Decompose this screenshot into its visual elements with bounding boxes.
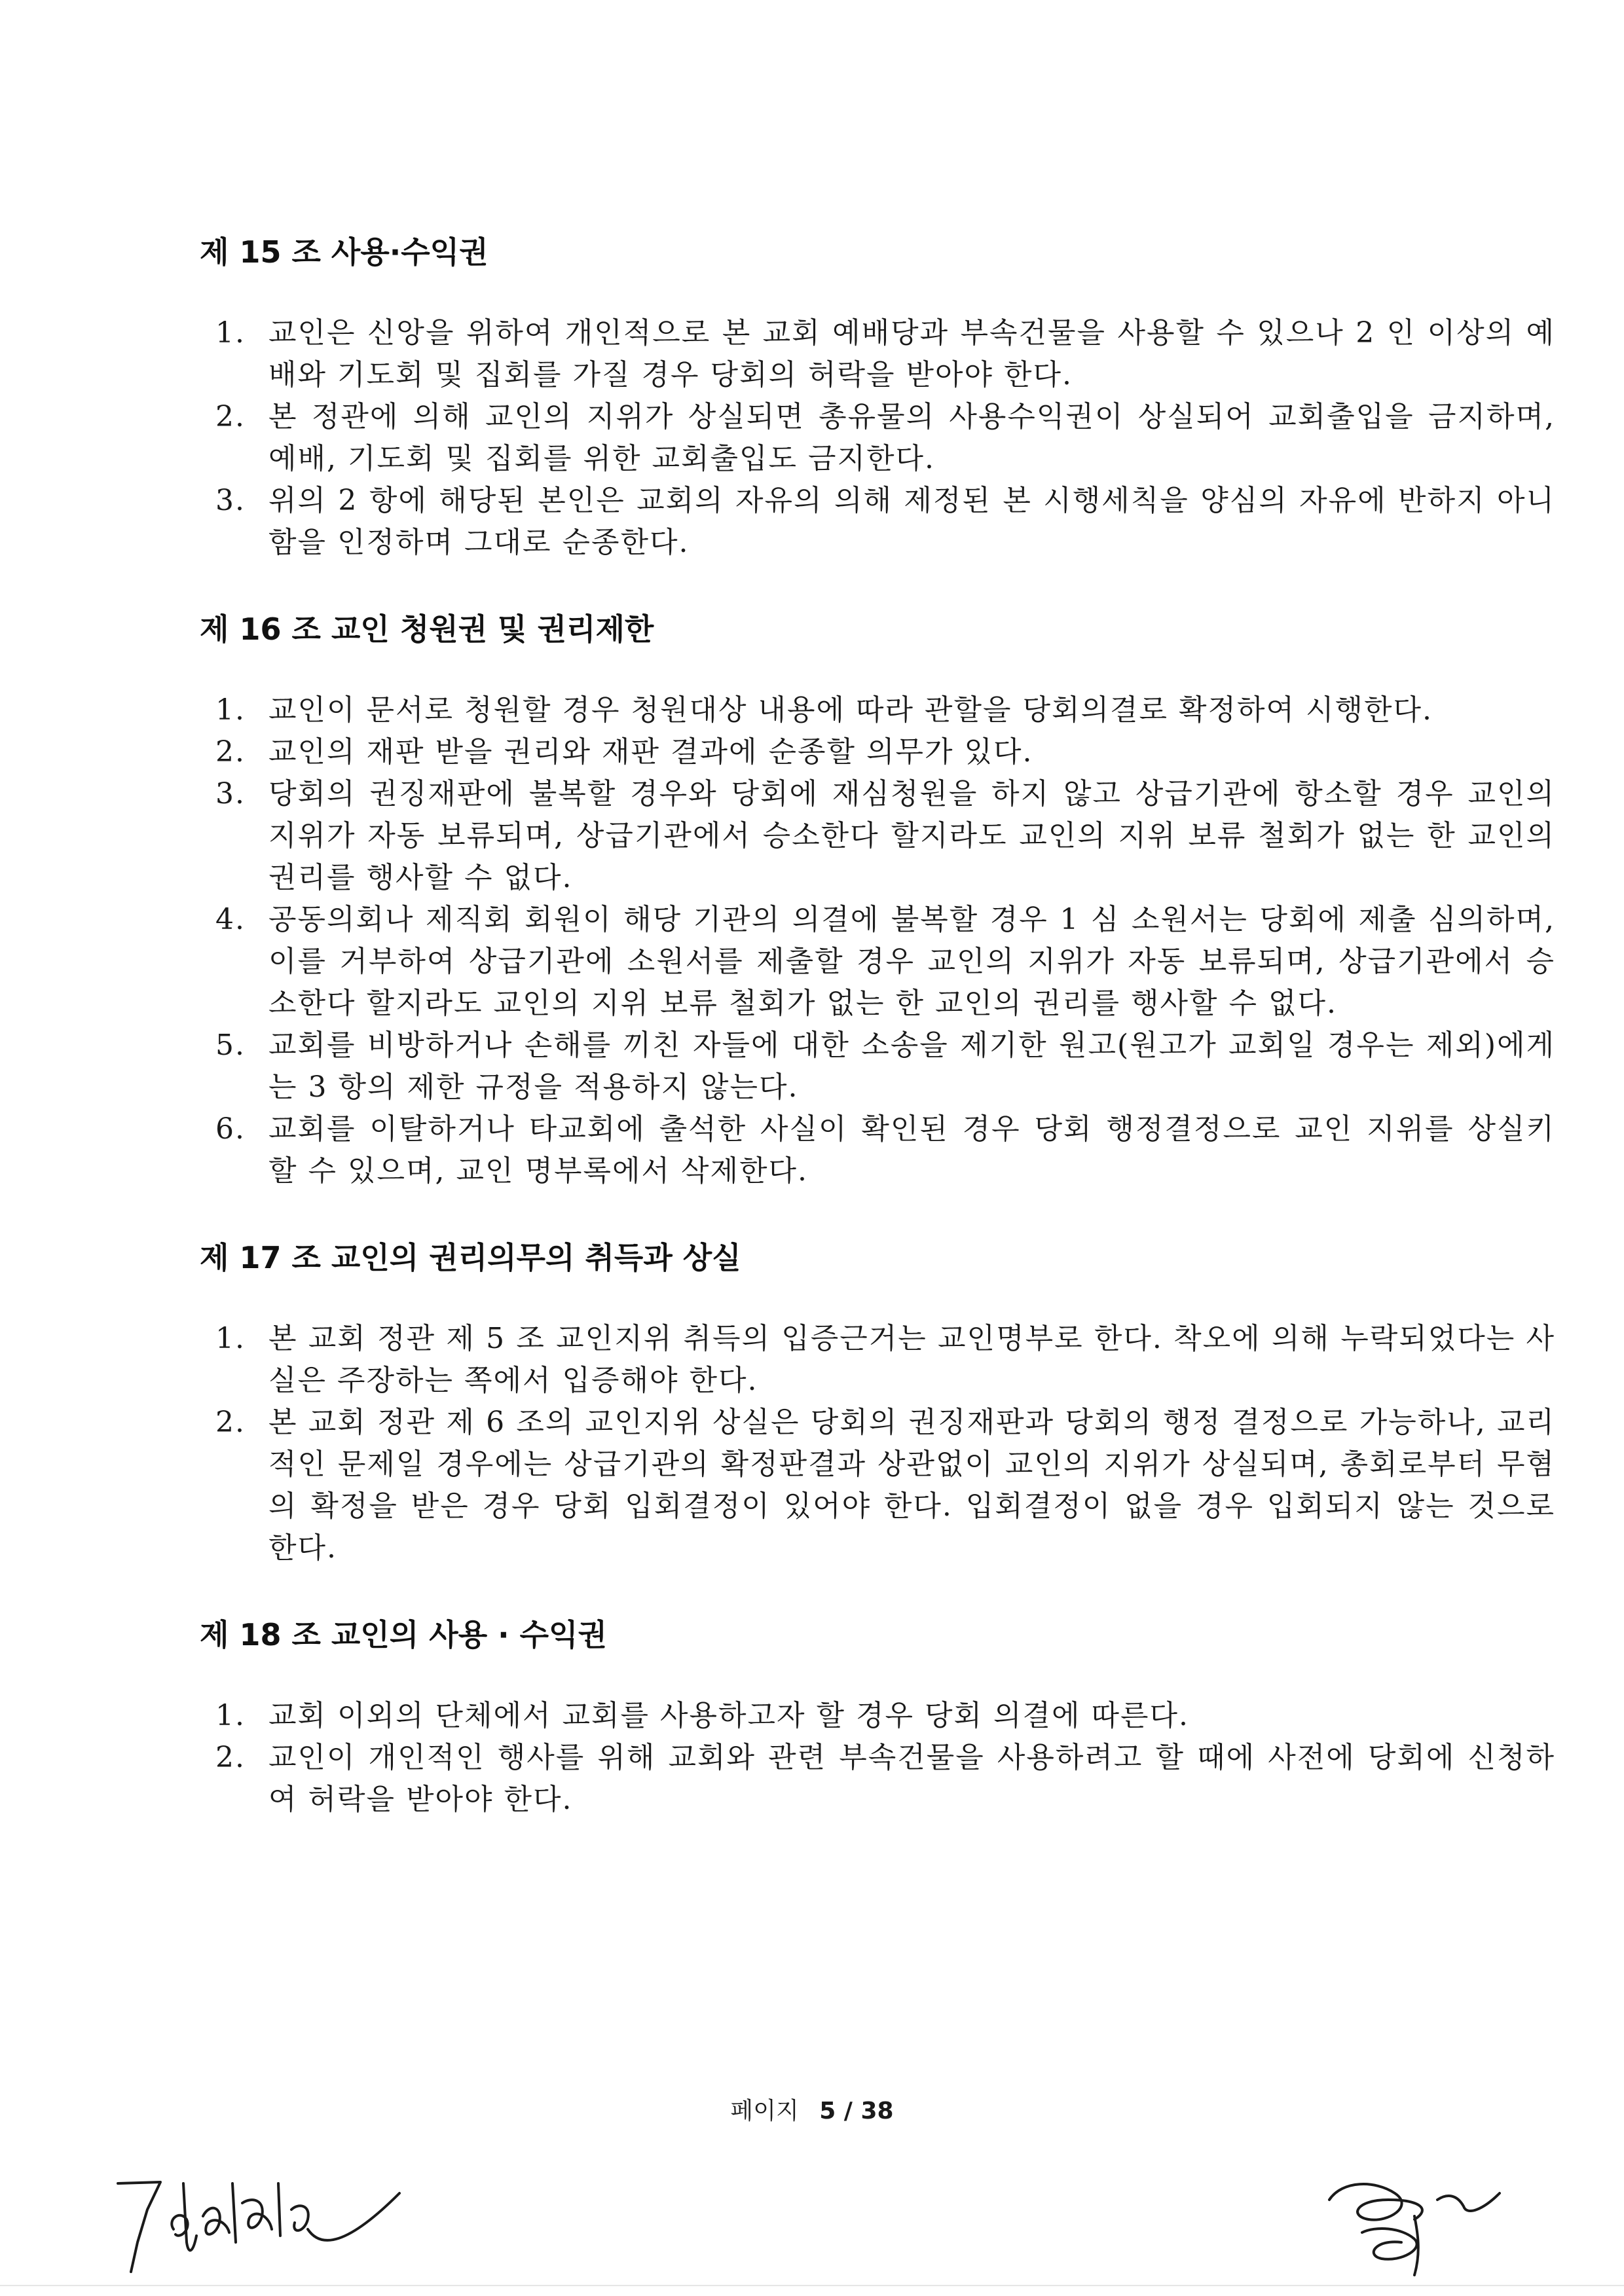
item-text: 교인의 재판 받을 권리와 재판 결과에 순종할 의무가 있다. <box>268 735 1033 769</box>
signature-drawing-right <box>1316 2154 1513 2278</box>
handwritten-signature-right <box>1316 2154 1513 2278</box>
item-text: 당회의 권징재판에 불복할 경우와 당회에 재심청원을 하지 않고 상급기관에 항소할 경우 교인의 지위가 자동 보류되며, 상급기관에서 승소한다 할지라도 교인의 지위 보류 철회가 없는 한 교인의 권리를 행사할 수 없다. <box>268 777 1555 894</box>
item-text: 교인은 신앙을 위하여 개인적으로 본 교회 예배당과 부속건물을 사용할 수 있으나 2 인 이상의 예배와 기도회 및 집회를 가질 경우 당회의 허락을 받아야 한다. <box>268 316 1555 392</box>
signature-drawing-left <box>111 2157 406 2282</box>
article-18 <box>200 1615 1555 1821</box>
item-number: 5. <box>215 1029 246 1062</box>
item-text: 교인이 문서로 청원할 경우 청원대상 내용에 따라 관할을 당회의결로 확정하여 시행한다. <box>268 693 1433 727</box>
article-15 <box>200 232 1555 564</box>
list-item <box>200 1025 1555 1108</box>
scan-edge-line <box>0 2285 1624 2286</box>
item-number: 2. <box>215 1741 246 1774</box>
article-16 <box>200 610 1555 1192</box>
article-heading: 제 17 조 교인의 권리의무의 취득과 상실 <box>200 1240 741 1275</box>
item-number: 4. <box>215 903 246 936</box>
item-list <box>200 1318 1555 1569</box>
article-heading: 제 18 조 교인의 사용 · 수익권 <box>200 1617 607 1652</box>
list-item <box>200 396 1555 480</box>
item-text: 교인이 개인적인 행사를 위해 교회와 관련 부속건물을 사용하려고 할 때에 사전에 당회에 신청하여 허락을 받아야 한다. <box>268 1741 1555 1816</box>
page-footer <box>0 2095 1624 2128</box>
item-text: 본 정관에 의해 교인의 지위가 상실되면 총유물의 사용수익권이 상실되어 교회출입을 금지하며, 예배, 기도회 및 집회를 위한 교회출입도 금지한다. <box>268 400 1555 475</box>
item-number: 6. <box>215 1112 246 1146</box>
list-item <box>200 1318 1555 1402</box>
item-number: 1. <box>215 693 246 727</box>
item-text: 교회를 이탈하거나 타교회에 출석한 사실이 확인된 경우 당회 행정결정으로 교인 지위를 상실키 할 수 있으며, 교인 명부록에서 삭제한다. <box>268 1112 1555 1188</box>
page-label: 페이지 <box>730 2098 799 2124</box>
list-item <box>200 899 1555 1025</box>
article-17 <box>200 1238 1555 1569</box>
item-list <box>200 1695 1555 1821</box>
document-body <box>200 232 1555 1867</box>
list-item <box>200 480 1555 564</box>
item-text: 위의 2 항에 해당된 본인은 교회의 자유의 의해 제정된 본 시행세칙을 양심의 자유에 반하지 아니함을 인정하며 그대로 순종한다. <box>268 484 1555 559</box>
list-item <box>200 731 1555 773</box>
list-item <box>200 312 1555 396</box>
item-list <box>200 312 1555 564</box>
page-number: 5 / 38 <box>819 2098 894 2124</box>
item-text: 교회 이외의 단체에서 교회를 사용하고자 할 경우 당회 의결에 따른다. <box>268 1699 1189 1732</box>
item-number: 2. <box>215 1406 246 1439</box>
item-number: 1. <box>215 316 246 350</box>
handwritten-signature-left <box>111 2157 406 2282</box>
item-number: 2. <box>215 735 246 769</box>
list-item <box>200 773 1555 899</box>
list-item <box>200 1695 1555 1737</box>
article-heading: 제 16 조 교인 청원권 및 권리제한 <box>200 611 654 647</box>
item-text: 본 교회 정관 제 6 조의 교인지위 상실은 당회의 권징재판과 당회의 행정 결정으로 가능하나, 교리적인 문제일 경우에는 상급기관의 확정판결과 상관없이 교인의 지위가 상실되며, 총회로부터 무혐의 확정을 받은 경우 당회 입회결정이 있어야 한다. 입회결정이 없을 경우 입회되지 않는 것으로 한다. <box>268 1406 1555 1565</box>
item-list <box>200 689 1555 1192</box>
item-text: 교회를 비방하거나 손해를 끼친 자들에 대한 소송을 제기한 원고(원고가 교회일 경우는 제외)에게는 3 항의 제한 규정을 적용하지 않는다. <box>268 1029 1555 1104</box>
item-number: 2. <box>215 400 246 433</box>
item-text: 공동의회나 제직회 회원이 해당 기관의 의결에 불복할 경우 1 심 소원서는 당회에 제출 심의하며, 이를 거부하여 상급기관에 소원서를 제출할 경우 교인의 지위가 자동 보류되며, 상급기관에서 승소한다 할지라도 교인의 지위 보류 철회가 없는 한 교인의 권리를 행사할 수 없다. <box>268 903 1555 1020</box>
list-item <box>200 689 1555 731</box>
list-item <box>200 1402 1555 1569</box>
list-item <box>200 1737 1555 1821</box>
item-number: 1. <box>215 1322 246 1355</box>
article-heading: 제 15 조 사용·수익권 <box>200 234 489 270</box>
item-text: 본 교회 정관 제 5 조 교인지위 취득의 입증근거는 교인명부로 한다. 착오에 의해 누락되었다는 사실은 주장하는 쪽에서 입증해야 한다. <box>268 1322 1555 1397</box>
list-item <box>200 1108 1555 1192</box>
item-number: 1. <box>215 1699 246 1732</box>
item-number: 3. <box>215 777 246 811</box>
item-number: 3. <box>215 484 246 517</box>
